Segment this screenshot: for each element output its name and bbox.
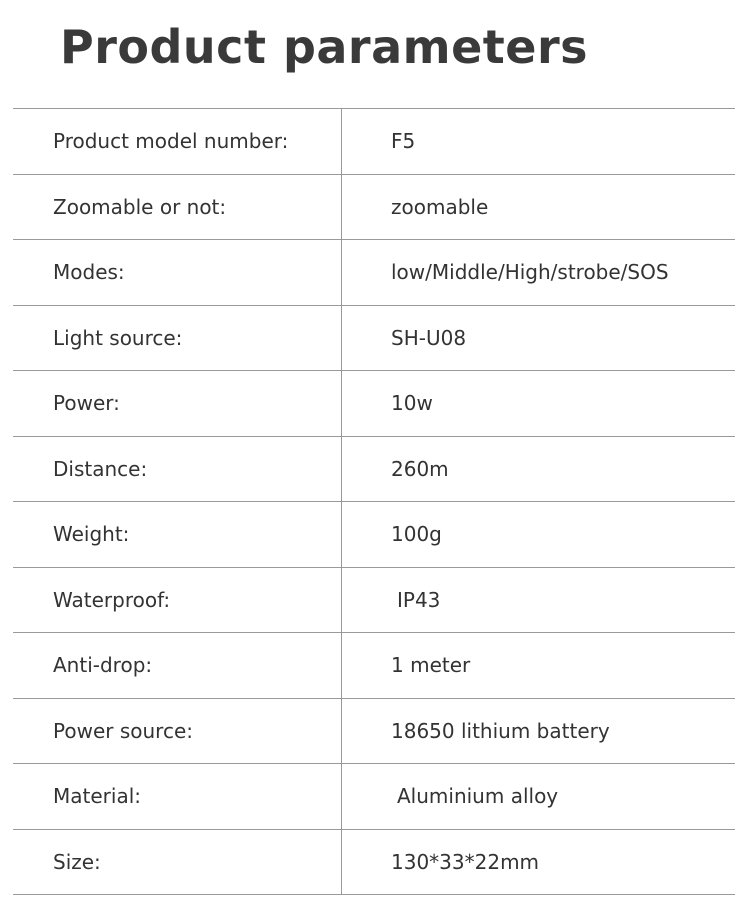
param-label: Waterproof: [53, 587, 171, 612]
table-row [13, 568, 735, 634]
param-label: Power source: [53, 718, 193, 743]
param-label: Modes: [53, 260, 125, 285]
table-row [13, 306, 735, 372]
param-label: Zoomable or not: [53, 194, 227, 219]
param-value: SH-U08 [391, 325, 467, 350]
param-label: Light source: [53, 325, 183, 350]
param-value: Aluminium alloy [397, 784, 559, 809]
param-value: zoomable [391, 194, 489, 219]
param-label: Distance: [53, 456, 148, 481]
param-value: low/Middle/High/strobe/SOS [391, 260, 669, 285]
table-row [13, 371, 735, 437]
param-label: Size: [53, 849, 101, 874]
table-row [13, 830, 735, 896]
param-value: 1 meter [391, 653, 471, 678]
table-row [13, 437, 735, 503]
parameters-table [13, 108, 735, 895]
table-row [13, 502, 735, 568]
table-row [13, 109, 735, 175]
param-value: 18650 lithium battery [391, 718, 610, 743]
param-value: F5 [391, 129, 416, 154]
param-value: 130*33*22mm [391, 849, 540, 874]
table-row [13, 633, 735, 699]
param-value: 10w [391, 391, 433, 416]
param-label: Weight: [53, 522, 130, 547]
param-value: 100g [391, 522, 442, 547]
param-label: Power: [53, 391, 120, 416]
page-title: Product parameters [60, 20, 589, 74]
param-label: Material: [53, 784, 141, 809]
param-value: 260m [391, 456, 449, 481]
table-row [13, 699, 735, 765]
table-row [13, 240, 735, 306]
param-label: Anti-drop: [53, 653, 153, 678]
param-value: IP43 [397, 587, 441, 612]
table-row [13, 175, 735, 241]
table-row [13, 764, 735, 830]
param-label: Product model number: [53, 129, 289, 154]
